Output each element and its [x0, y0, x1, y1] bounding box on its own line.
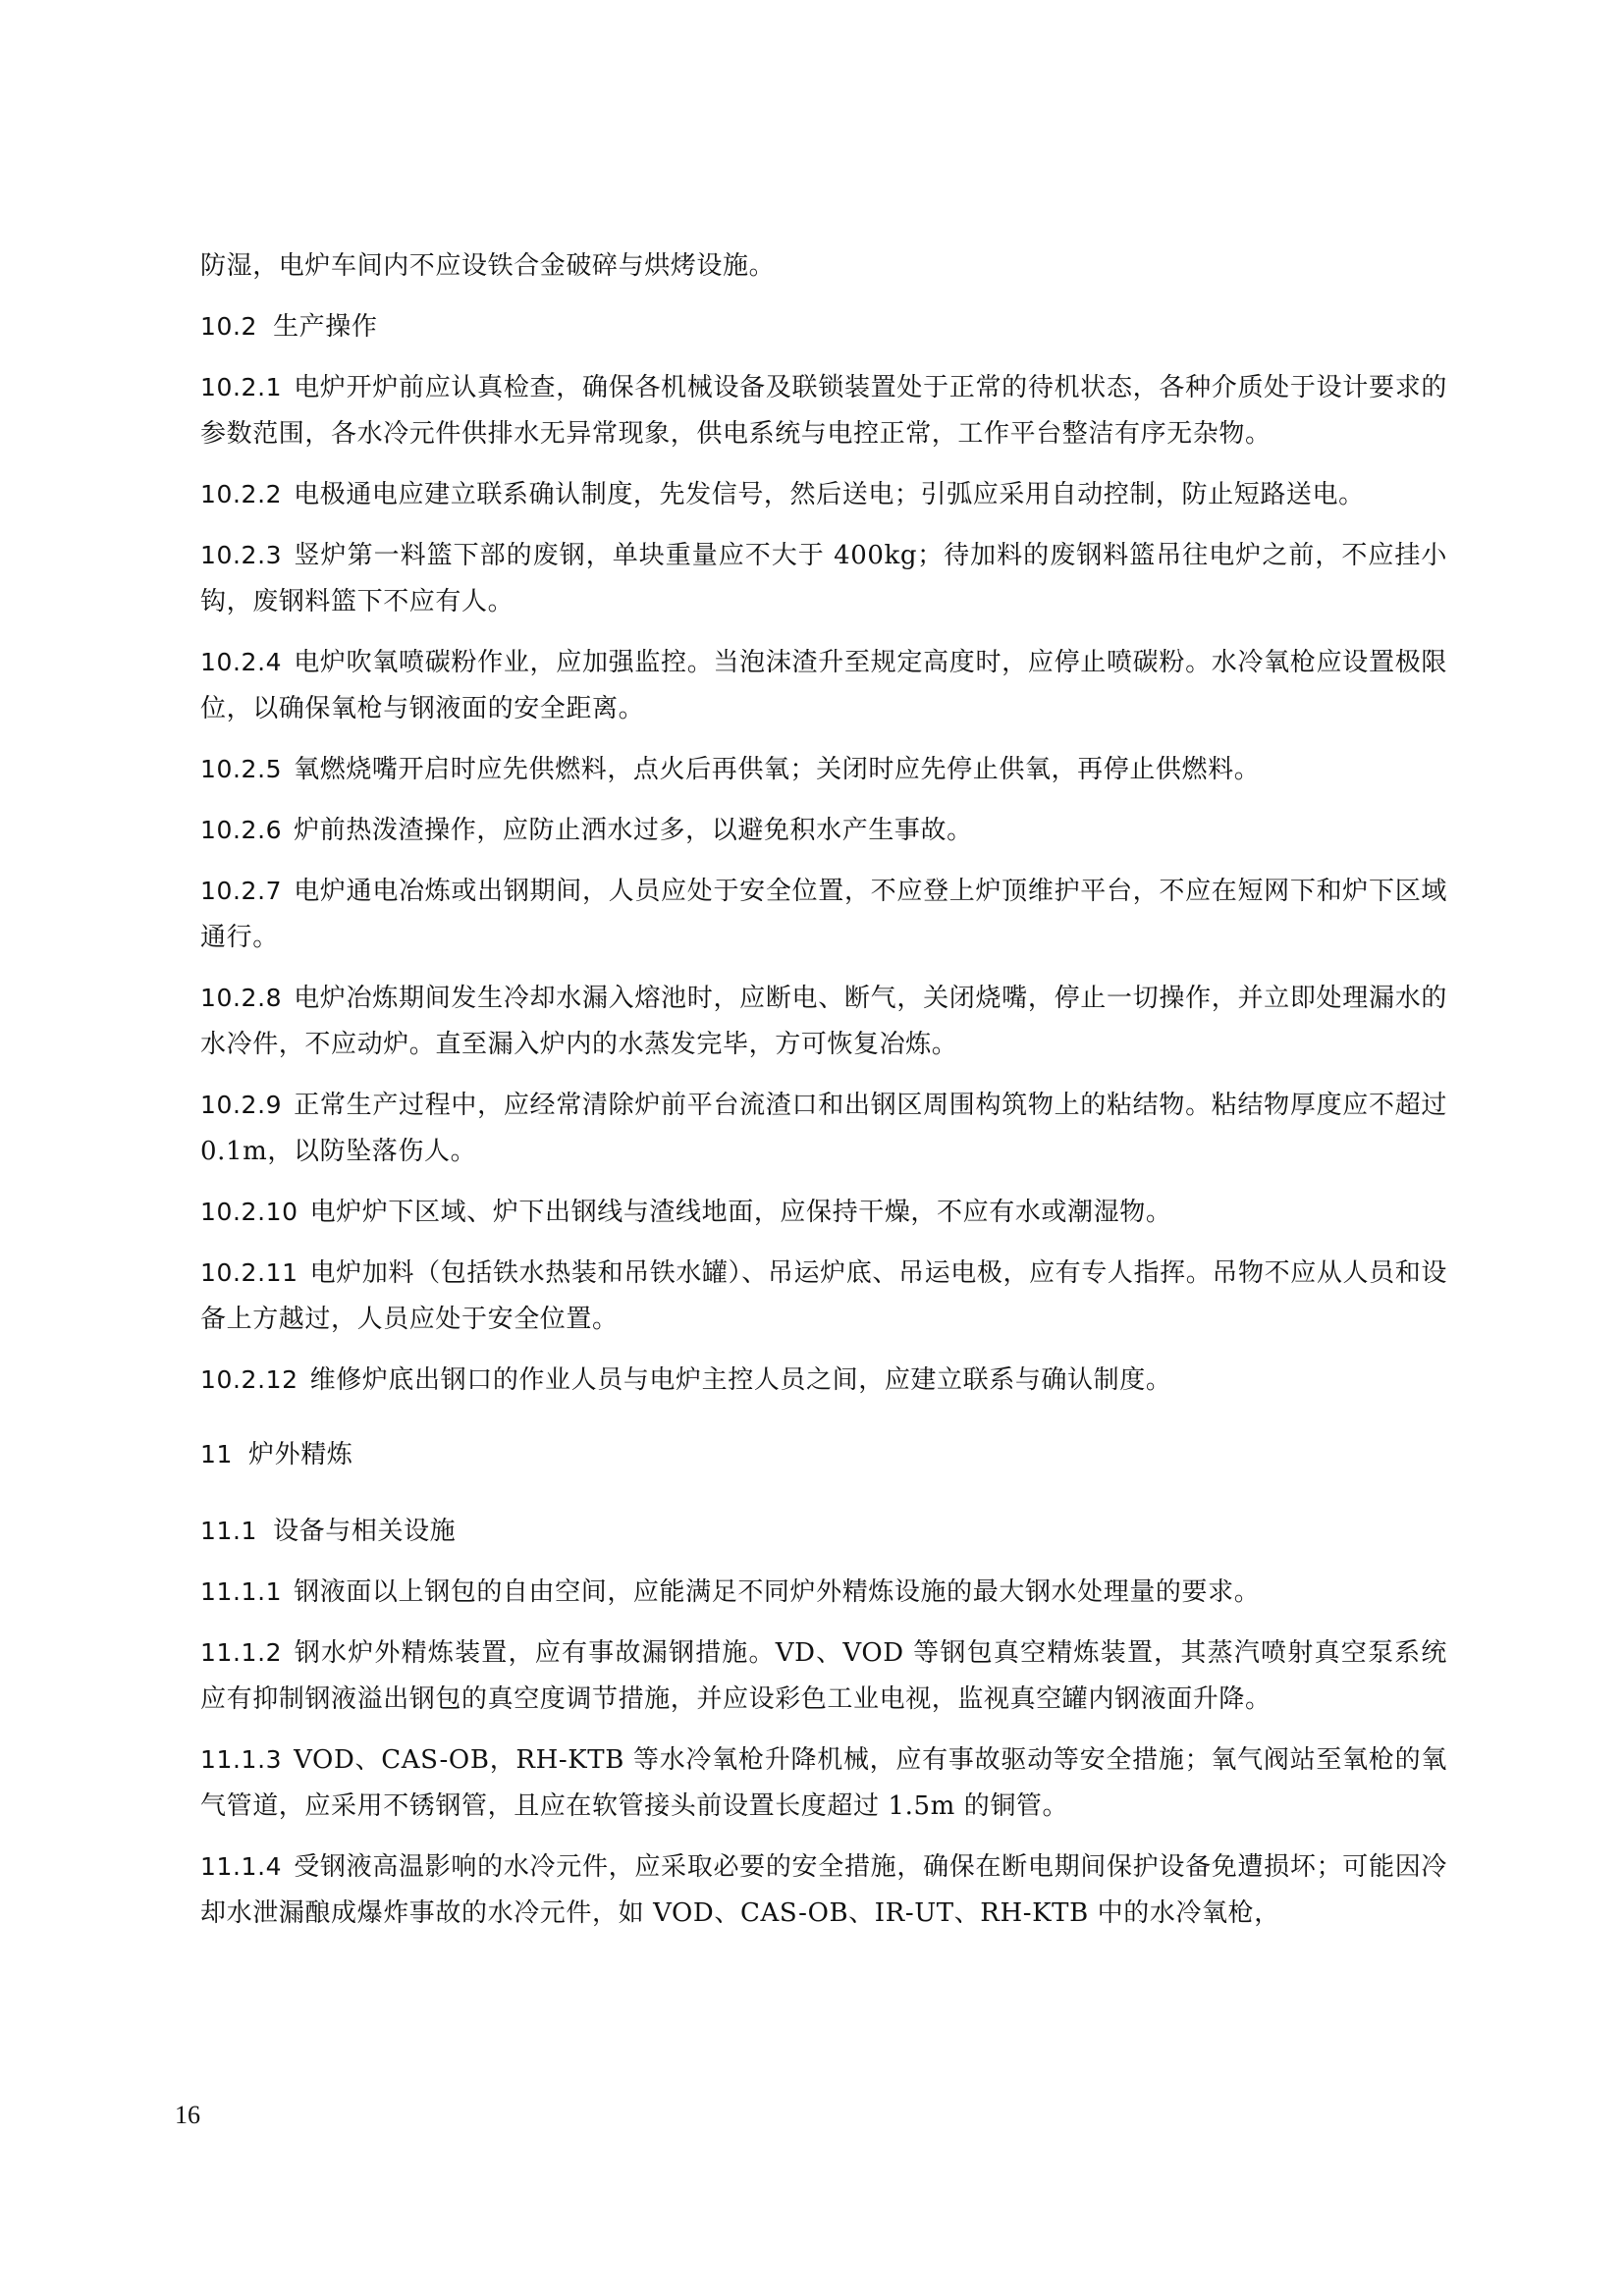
intro-paragraph: 防湿，电炉车间内不应设铁合金破碎与烘烤设施。: [200, 251, 776, 281]
section-heading-10-2: [200, 303, 1447, 350]
clause-number: 11.1.2: [200, 1638, 283, 1667]
chapter-number: 11: [200, 1440, 234, 1468]
clause-text: 电炉炉下区域、炉下出钢线与渣线地面，应保持干燥，不应有水或潮湿物。: [309, 1198, 1172, 1227]
clause-number: 11.1.3: [200, 1745, 283, 1774]
clause-10-2-5: [200, 746, 1447, 793]
clause-10-2-7: [200, 868, 1447, 961]
clause-10-2-3: [200, 532, 1447, 625]
clause-number: 10.2.3: [200, 541, 283, 569]
clause-number: 10.2.11: [200, 1258, 298, 1287]
section-title: 设备与相关设施: [273, 1517, 457, 1546]
clause-number: 10.2.4: [200, 648, 283, 676]
clause-10-2-12: [200, 1357, 1447, 1404]
clause-number: 10.2.5: [200, 755, 283, 783]
chapter-heading-11: [200, 1431, 1447, 1478]
clause-number: 10.2.6: [200, 816, 283, 844]
chapter-title: 炉外精炼: [248, 1440, 353, 1469]
clause-11-1-4: [200, 1843, 1447, 1937]
clause-11-1-2: [200, 1629, 1447, 1723]
clause-10-2-9: [200, 1082, 1447, 1175]
clause-number: 10.2.12: [200, 1365, 298, 1394]
clause-text: 电炉冶炼期间发生冷却水漏入熔池时，应断电、断气，关闭烧嘴，停止一切操作，并立即处理漏水的水冷件，不应动炉。直至漏入炉内的水蒸发完毕，方可恢复冶炼。: [200, 984, 1447, 1059]
clause-10-2-6: [200, 807, 1447, 854]
clause-11-1-3: [200, 1736, 1447, 1830]
section-number: 11.1: [200, 1517, 258, 1545]
clause-text: 钢水炉外精炼装置，应有事故漏钢措施。VD、VOD 等钢包真空精炼装置，其蒸汽喷射真空泵系统应有抑制钢液溢出钢包的真空度调节措施，并应设彩色工业电视，监视真空罐内钢液面升降。: [200, 1638, 1447, 1714]
clause-number: 10.2.9: [200, 1091, 283, 1119]
section-heading-11-1: [200, 1508, 1447, 1555]
clause-text: 电炉开炉前应认真检查，确保各机械设备及联锁装置处于正常的待机状态，各种介质处于设计要求的参数范围，各水冷元件供排水无异常现象，供电系统与电控正常，工作平台整洁有序无杂物。: [200, 373, 1447, 449]
section-title: 生产操作: [273, 312, 378, 342]
clause-number: 10.2.1: [200, 373, 283, 401]
clause-text: 维修炉底出钢口的作业人员与电炉主控人员之间，应建立联系与确认制度。: [309, 1365, 1172, 1395]
clause-text: 电炉加料（包括铁水热装和吊铁水罐）、吊运炉底、吊运电极，应有专人指挥。吊物不应从人员和设备上方越过，人员应处于安全位置。: [200, 1258, 1447, 1334]
clause-text: 电极通电应建立联系确认制度，先发信号，然后送电；引弧应采用自动控制，防止短路送电。: [294, 480, 1365, 509]
clause-number: 10.2.10: [200, 1198, 298, 1226]
clause-number: 10.2.2: [200, 480, 283, 508]
clause-10-2-4: [200, 639, 1447, 732]
clause-text: 电炉吹氧喷碳粉作业，应加强监控。当泡沫渣升至规定高度时，应停止喷碳粉。水冷氧枪应设置极限位，以确保氧枪与钢液面的安全距离。: [200, 648, 1447, 723]
clause-number: 10.2.7: [200, 877, 283, 905]
clause-number: 10.2.8: [200, 984, 283, 1012]
clause-text: 竖炉第一料篮下部的废钢，单块重量应不大于 400kg；待加料的废钢料篮吊往电炉之前，不应挂小钩，废钢料篮下不应有人。: [200, 541, 1447, 616]
clause-number: 11.1.4: [200, 1852, 283, 1881]
clause-11-1-1: [200, 1569, 1447, 1616]
clause-text: VOD、CAS-OB，RH-KTB 等水冷氧枪升降机械，应有事故驱动等安全措施；氧气阀站至氧枪的氧气管道，应采用不锈钢管，且应在软管接头前设置长度超过 1.5m 的铜管。: [200, 1745, 1447, 1821]
clause-text: 氧燃烧嘴开启时应先供燃料，点火后再供氧；关闭时应先停止供氧，再停止供燃料。: [294, 755, 1261, 784]
clause-10-2-2: [200, 471, 1447, 518]
clause-text: 炉前热泼渣操作，应防止洒水过多，以避免积水产生事故。: [294, 816, 973, 845]
clause-10-2-1: [200, 364, 1447, 457]
clause-number: 11.1.1: [200, 1577, 283, 1606]
section-number: 10.2: [200, 312, 258, 341]
page-content: [200, 243, 1447, 1950]
clause-10-2-10: [200, 1189, 1447, 1236]
clause-text: 受钢液高温影响的水冷元件，应采取必要的安全措施，确保在断电期间保护设备免遭损坏；可能因冷却水泄漏酿成爆炸事故的水冷元件，如 VOD、CAS-OB、IR-UT、RH-KTB 中的水冷氧枪，: [200, 1852, 1447, 1928]
clause-text: 钢液面以上钢包的自由空间，应能满足不同炉外精炼设施的最大钢水处理量的要求。: [294, 1577, 1261, 1607]
clause-10-2-8: [200, 975, 1447, 1068]
clause-text: 电炉通电冶炼或出钢期间，人员应处于安全位置，不应登上炉顶维护平台，不应在短网下和炉下区域通行。: [200, 877, 1447, 952]
clause-10-2-11: [200, 1250, 1447, 1343]
page-number: 16: [175, 2101, 200, 2129]
clause-text: 正常生产过程中，应经常清除炉前平台流渣口和出钢区周围构筑物上的粘结物。粘结物厚度应不超过 0.1m，以防坠落伤人。: [200, 1091, 1447, 1166]
